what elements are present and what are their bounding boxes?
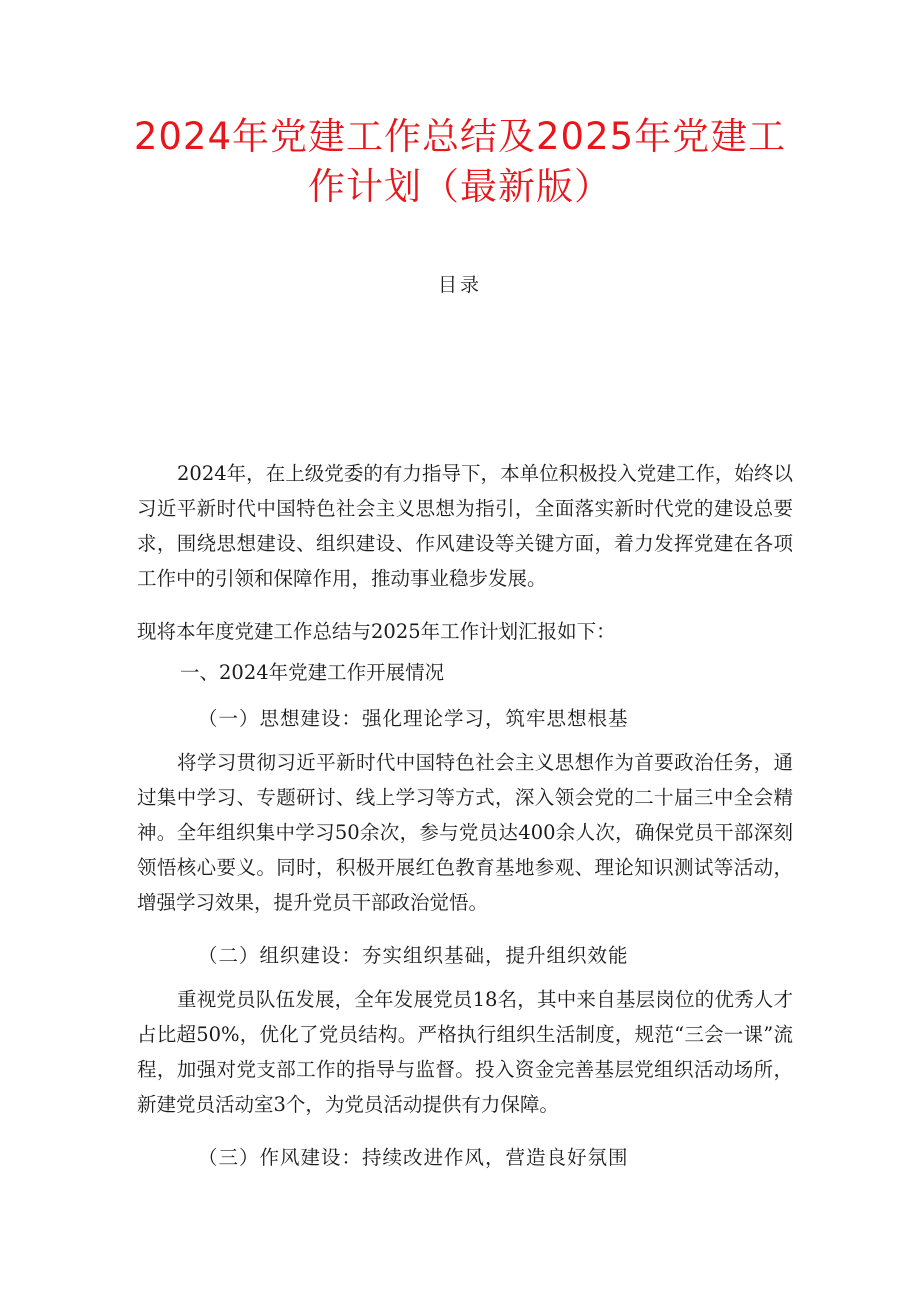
subsection-1-paragraph: 将学习贯彻习近平新时代中国特色社会主义思想作为首要政治任务，通过集中学习、专题研讨、线上学习等方式，深入领会党的二十届三中全会精神。全年组织集中学习50余次，参与党员达400余人次，确保党员干部深刻领悟核心要义。同时，积极开展红色教育基地参观、理论知识测试等活动，增强学习效果，提升党员干部政治觉悟。 (137, 751, 793, 914)
document-title-line-2: 作计划（最新版） (308, 165, 612, 208)
subsection-heading-3: （三）作风建设：持续改进作风，营造良好氛围 (198, 1146, 629, 1169)
section-heading-1: 一、2024年党建工作开展情况 (180, 661, 445, 684)
document-title (100, 112, 820, 212)
intro-paragraph: 2024年，在上级党委的有力指导下，本单位积极投入党建工作，始终以习近平新时代中国特色社会主义思想为指引，全面落实新时代党的建设总要求，围绕思想建设、组织建设、作风建设等关键方面，着力发挥党建在各项工作中的引领和保障作用，推动事业稳步发展。 (137, 462, 793, 590)
subsection-2-paragraph: 重视党员队伍发展，全年发展党员18名，其中来自基层岗位的优秀人才占比超50%，优化了党员结构。严格执行组织生活制度，规范“三会一课”流程，加强对党支部工作的指导与监督。投入资金完善基层党组织活动场所，新建党员活动室3个，为党员活动提供有力保障。 (137, 988, 793, 1116)
subsection-heading-1: （一）思想建设：强化理论学习，筑牢思想根基 (198, 707, 629, 730)
document-title-line-1: 2024年党建工作总结及2025年党建工 (133, 115, 787, 158)
report-intro-line: 现将本年度党建工作总结与2025年工作计划汇报如下： (137, 620, 616, 643)
subsection-heading-2: （二）组织建设：夯实组织基础，提升组织效能 (198, 944, 629, 967)
table-of-contents-label: 目录 (437, 274, 482, 296)
